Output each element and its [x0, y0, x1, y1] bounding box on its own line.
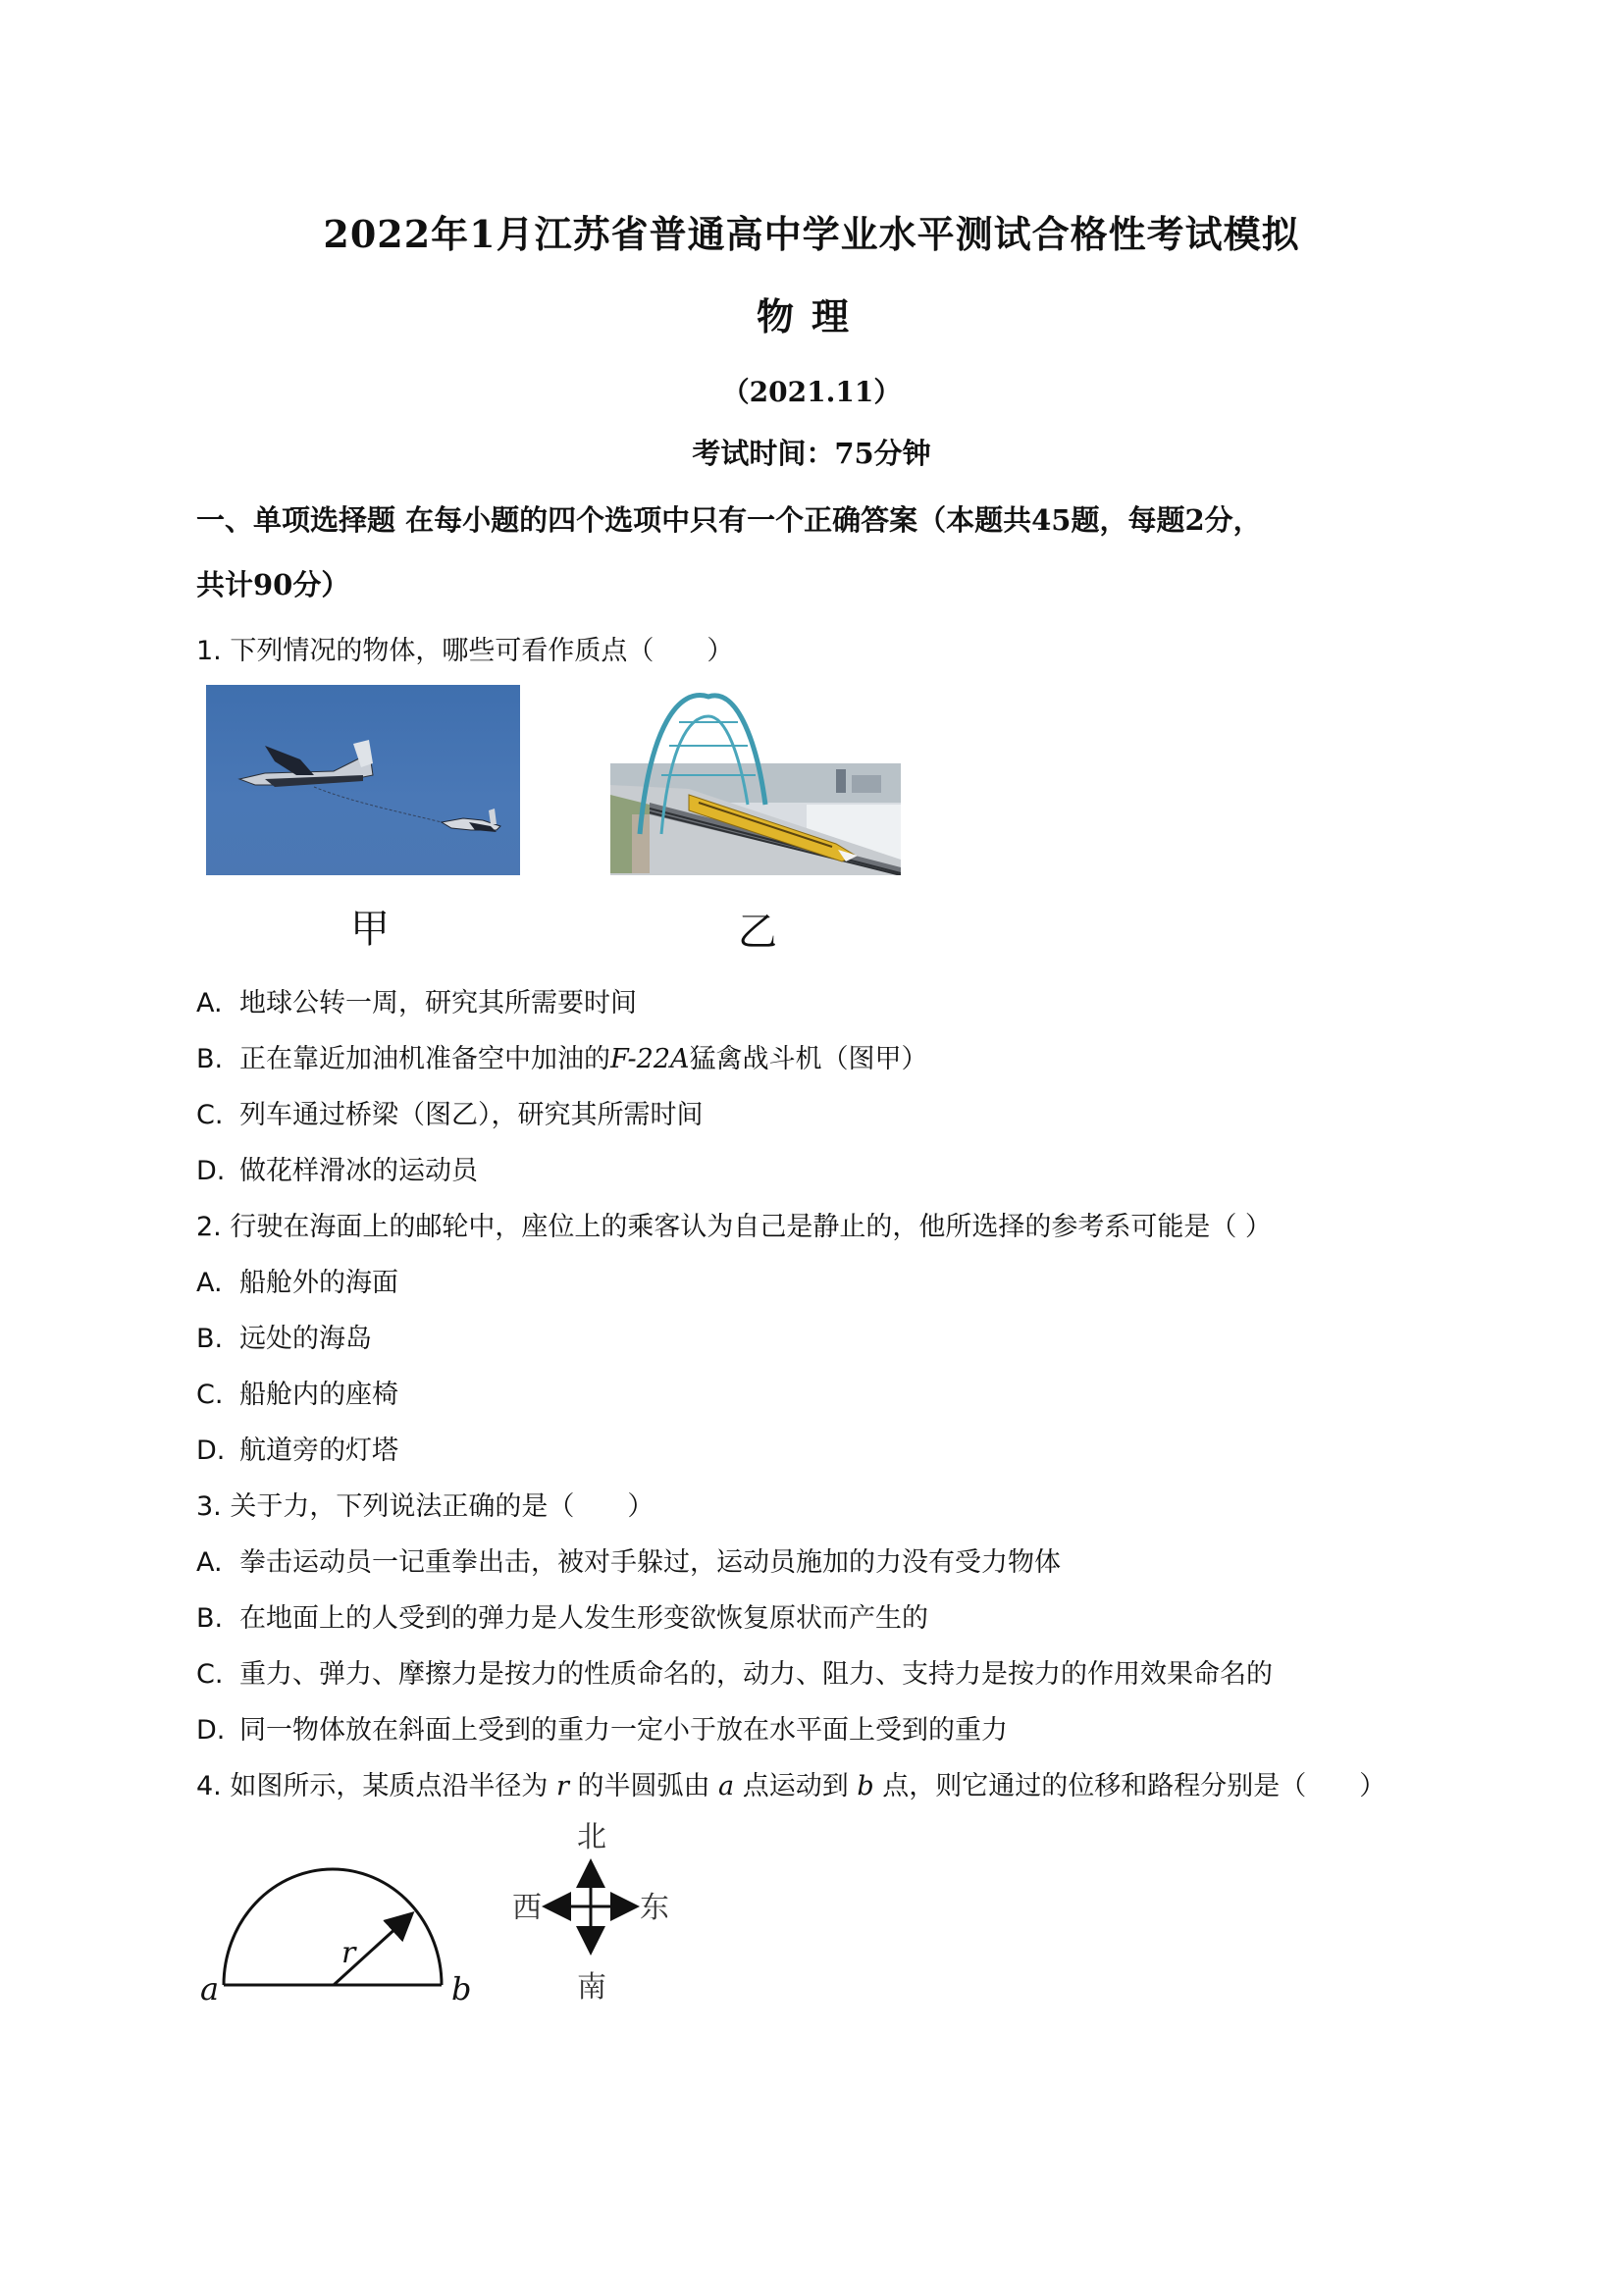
semicircle-arc: [224, 1869, 442, 1985]
point-a-label: a: [200, 1970, 220, 2008]
exam-date: （2021.11）: [721, 376, 902, 408]
option-label: D.: [196, 1156, 226, 1186]
option-text: 拳击运动员一记重拳出击，被对手躲过，运动员施加的力没有受力物体: [239, 1547, 1061, 1578]
bridge-illustration: [610, 687, 901, 875]
question-4-stem: [196, 1764, 1386, 1802]
option-text-before: 正在靠近加油机准备空中加油的: [239, 1044, 610, 1074]
compass-west-label: 西: [512, 1891, 542, 1925]
train-on-bridge-photo: [610, 687, 901, 875]
question-2-option-d[interactable]: [196, 1429, 398, 1467]
question-1-option-c[interactable]: [196, 1093, 704, 1131]
compass-north-label: 北: [577, 1820, 606, 1854]
option-label: D.: [196, 1715, 226, 1746]
radius-variable: r: [555, 1771, 569, 1801]
stem-text: 点运动到: [734, 1771, 858, 1801]
option-text: 船舱外的海面: [239, 1268, 398, 1298]
question-3-option-b[interactable]: [196, 1596, 928, 1635]
exam-title: 2022年1月江苏省普通高中学业水平测试合格性考试模拟: [323, 212, 1300, 256]
point-a-variable: a: [718, 1771, 735, 1801]
option-text: 做花样滑冰的运动员: [239, 1156, 478, 1186]
option-text: 在地面上的人受到的弹力是人发生形变欲恢复原状而产生的: [239, 1603, 928, 1634]
option-text: 列车通过桥梁（图乙），研究其所需时间: [239, 1100, 704, 1130]
option-text: 远处的海岛: [239, 1324, 372, 1354]
option-text: 航道旁的灯塔: [239, 1435, 398, 1466]
tanker-aircraft-icon: [239, 740, 373, 787]
point-b-label: b: [451, 1970, 472, 2008]
figure-caption-yi: 乙: [738, 910, 777, 955]
exam-subject: 物理: [756, 294, 866, 339]
question-1-option-b[interactable]: [196, 1037, 928, 1075]
stem-text: 的半圆弧由: [568, 1771, 719, 1801]
option-text-after: 猛禽战斗机（图甲）: [689, 1044, 928, 1074]
option-label: A.: [196, 1268, 223, 1298]
fighter-jet-icon: [442, 809, 500, 832]
question-1-stem: 1. 下列情况的物体，哪些可看作质点（ ）: [196, 636, 734, 666]
option-label: C.: [196, 1380, 224, 1410]
question-2-option-b[interactable]: [196, 1317, 372, 1355]
question-3-option-c[interactable]: [196, 1652, 1273, 1691]
compass-south-label: 南: [577, 1970, 606, 2005]
question-1-option-d[interactable]: [196, 1149, 478, 1187]
option-label: B.: [196, 1044, 224, 1074]
radius-label: r: [341, 1936, 356, 1970]
point-b-variable: b: [857, 1771, 874, 1801]
option-label: C.: [196, 1659, 224, 1690]
stem-text: 点，则它通过的位移和路程分别是（ ）: [873, 1771, 1387, 1801]
question-3-stem: 3. 关于力，下列说法正确的是（ ）: [196, 1491, 654, 1522]
semicircle-diagram: [186, 1805, 736, 2031]
option-label: B.: [196, 1603, 224, 1634]
aircraft-model: F-22A: [610, 1044, 690, 1074]
compass-icon: [548, 1864, 634, 1950]
section-instructions-line2: 共计90分）: [196, 568, 350, 601]
question-3-option-a[interactable]: [196, 1540, 1061, 1579]
option-text: 重力、弹力、摩擦力是按力的性质命名的，动力、阻力、支持力是按力的作用效果命名的: [239, 1659, 1273, 1690]
exam-duration: 考试时间：75分钟: [692, 437, 931, 470]
option-text: 船舱内的座椅: [239, 1380, 398, 1410]
option-label: A.: [196, 1547, 223, 1578]
compass-east-label: 东: [640, 1891, 669, 1925]
option-label: C.: [196, 1100, 224, 1130]
aircraft-illustration: [206, 685, 520, 875]
section-instructions-line1: 一、单项选择题 在每小题的四个选项中只有一个正确答案（本题共45题，每题2分，: [196, 503, 1262, 537]
figure-caption-jia: 甲: [350, 907, 390, 952]
question-1-option-a[interactable]: [196, 981, 637, 1019]
question-2-stem: 2. 行驶在海面上的邮轮中，座位上的乘客认为自己是静止的，他所选择的参考系可能是（ ）: [196, 1212, 1272, 1242]
option-label: A.: [196, 988, 223, 1018]
aerial-refueling-photo: [206, 685, 520, 875]
option-text: 同一物体放在斜面上受到的重力一定小于放在水平面上受到的重力: [239, 1715, 1008, 1746]
question-2-option-a[interactable]: [196, 1261, 398, 1299]
option-label: B.: [196, 1324, 224, 1354]
question-2-option-c[interactable]: [196, 1373, 398, 1411]
option-text: 地球公转一周，研究其所需要时间: [239, 988, 637, 1018]
question-3-option-d[interactable]: [196, 1708, 1008, 1747]
option-label: D.: [196, 1435, 226, 1466]
stem-text: 4. 如图所示，某质点沿半径为: [196, 1771, 556, 1801]
